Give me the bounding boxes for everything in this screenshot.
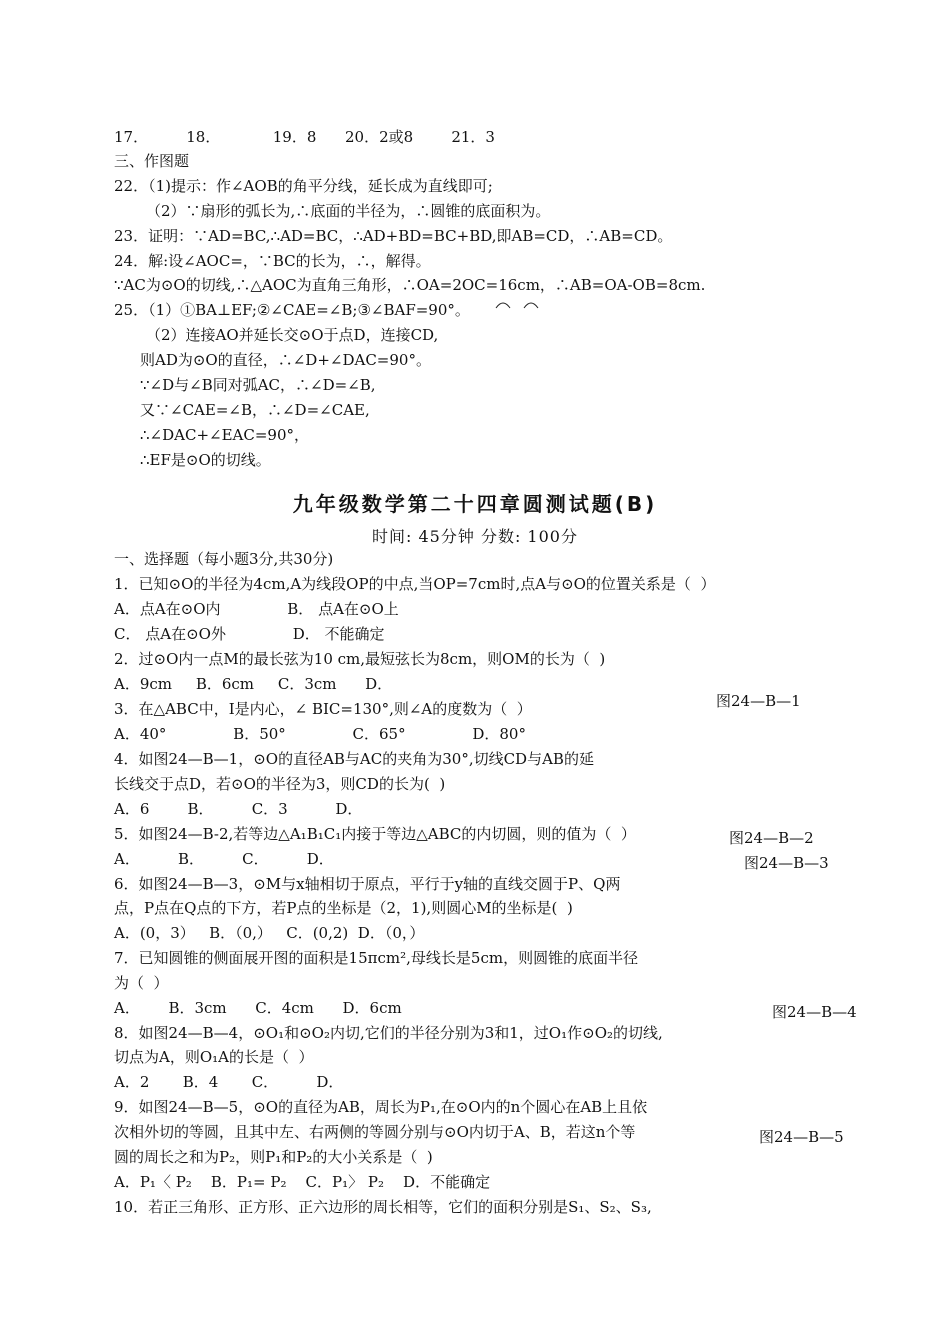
answer-22-part1: 22．（1)提示：作∠AOB的角平分线，延长成为直线即可; xyxy=(114,177,493,195)
question-line: 2．过⊙O内一点M的最长弦为10 cm,最短弦长为8cm，则OM的长为（ ) xyxy=(114,650,606,668)
question-line: 1．已知⊙O的半径为4cm,A为线段OP的中点,当OP=7cm时,点A与⊙O的位置关系是（ ） xyxy=(114,575,716,593)
question-line: 7．已知圆锥的侧面展开图的面积是15πcm²,母线长是5cm，则圆锥的底面半径 xyxy=(114,949,639,967)
option-line: A．6 B． C．3 D． xyxy=(114,800,363,818)
fill-answers-line: 17． 18． 19．8 20．2或8 21．3 xyxy=(114,128,495,146)
answer-24-line2: ∵AC为⊙O的切线,∴△AOC为直角三角形，∴OA=2OC=16cm，∴AB=OA-OB=8cm. xyxy=(114,276,706,294)
answer-25-line5: 又∵∠CAE=∠B，∴∠D=∠CAE, xyxy=(140,401,370,419)
figure-label: 图24—B—1 xyxy=(716,692,801,710)
option-line: A．P₁〈 P₂ B．P₁= P₂ C．P₁〉 P₂ D．不能确定 xyxy=(114,1173,491,1191)
option-line: A．40° B．50° C．65° D．80° xyxy=(114,725,526,743)
question-line: 6．如图24—B—3，⊙M与x轴相切于原点，平行于y轴的直线交圆于P、Q两 xyxy=(114,875,621,893)
test-title: 九年级数学第二十四章圆测试题(B) xyxy=(292,492,658,516)
option-line: C． 点A在⊙O外 D． 不能确定 xyxy=(114,625,385,643)
answer-25-part2: （2）连接AO并延长交⊙O于点D，连接CD, xyxy=(146,326,439,344)
option-line: A． B．3cm C．4cm D．6cm xyxy=(114,999,402,1017)
answer-25-line3: 则AD为⊙O的直径，∴∠D+∠DAC=90°。 xyxy=(140,351,431,369)
section-heading-drawing: 三、作图题 xyxy=(114,152,190,170)
option-line: A． B． C． D． xyxy=(114,850,334,868)
answer-25-line4: ∵∠D与∠B同对弧AC，∴∠D=∠B, xyxy=(140,376,376,394)
question-line: 点，P点在Q点的下方，若P点的坐标是（2，1),则圆心M的坐标是( ) xyxy=(114,899,573,917)
question-line: 3．在△ABC中，I是内心，∠ BIC=130°,则∠A的度数为（ ） xyxy=(114,700,532,718)
figure-label: 图24—B—3 xyxy=(744,854,829,872)
answer-25-line6: ∴∠DAC+∠EAC=90°， xyxy=(140,426,309,444)
test-subtitle: 时间: 45分钟 分数: 100分 xyxy=(372,527,578,546)
option-line: A．(0，3） B．（0,） C．(0,2) D．（0，） xyxy=(114,924,425,942)
answer-23: 23．证明：∵AD=BC,∴AD=BC，∴AD+BD=BC+BD,即AB=CD，∴AB=CD。 xyxy=(114,227,673,245)
question-line: 10．若正三角形、正方形、正六边形的周长相等，它们的面积分别是S₁、S₂、S₃, xyxy=(114,1198,652,1216)
question-line: 9．如图24—B—5，⊙O的直径为AB，周长为P₁,在⊙O内的n个圆心在AB上且依 xyxy=(114,1098,648,1116)
question-line: 长线交于点D，若⊙O的半径为3，则CD的长为( ) xyxy=(114,775,446,793)
question-line: 切点为A，则O₁A的长是（ ） xyxy=(114,1048,314,1066)
option-line: A．2 B．4 C． D． xyxy=(114,1073,344,1091)
option-line: A．点A在⊙O内 B． 点A在⊙O上 xyxy=(114,600,399,618)
answer-25-line7: ∴EF是⊙O的切线。 xyxy=(140,451,271,469)
figure-label: 图24—B—4 xyxy=(772,1003,857,1021)
arc-marks-icon xyxy=(490,296,550,312)
answer-25-part1: 25．（1）①BA⊥EF;②∠CAE=∠B;③∠BAF=90°。 xyxy=(114,301,470,319)
question-line: 5．如图24—B-2,若等边△A₁B₁C₁内接于等边△ABC的内切圆，则的值为（ ） xyxy=(114,825,636,843)
option-line: A．9cm B．6cm C．3cm D． xyxy=(114,675,393,693)
section-heading-choice: 一、选择题（每小题3分,共30分) xyxy=(114,550,334,568)
question-line: 8．如图24—B—4，⊙O₁和⊙O₂内切,它们的半径分别为3和1，过O₁作⊙O₂的切线, xyxy=(114,1024,663,1042)
question-line: 4．如图24—B—1，⊙O的直径AB与AC的夹角为30°,切线CD与AB的延 xyxy=(114,750,594,768)
figure-label: 图24—B—2 xyxy=(729,829,814,847)
question-line: 为（ ） xyxy=(114,974,169,992)
figure-label: 图24—B—5 xyxy=(759,1128,844,1146)
answer-22-part2: （2）∵扇形的弧长为,∴底面的半径为，∴圆锥的底面积为。 xyxy=(146,202,551,220)
question-line: 次相外切的等圆，且其中左、右两侧的等圆分别与⊙O内切于A、B，若这n个等 xyxy=(114,1123,636,1141)
answer-24-line1: 24．解:设∠AOC=，∵BC的长为，∴，解得。 xyxy=(114,252,431,270)
question-line: 圆的周长之和为P₂，则P₁和P₂的大小关系是（ ) xyxy=(114,1148,433,1166)
